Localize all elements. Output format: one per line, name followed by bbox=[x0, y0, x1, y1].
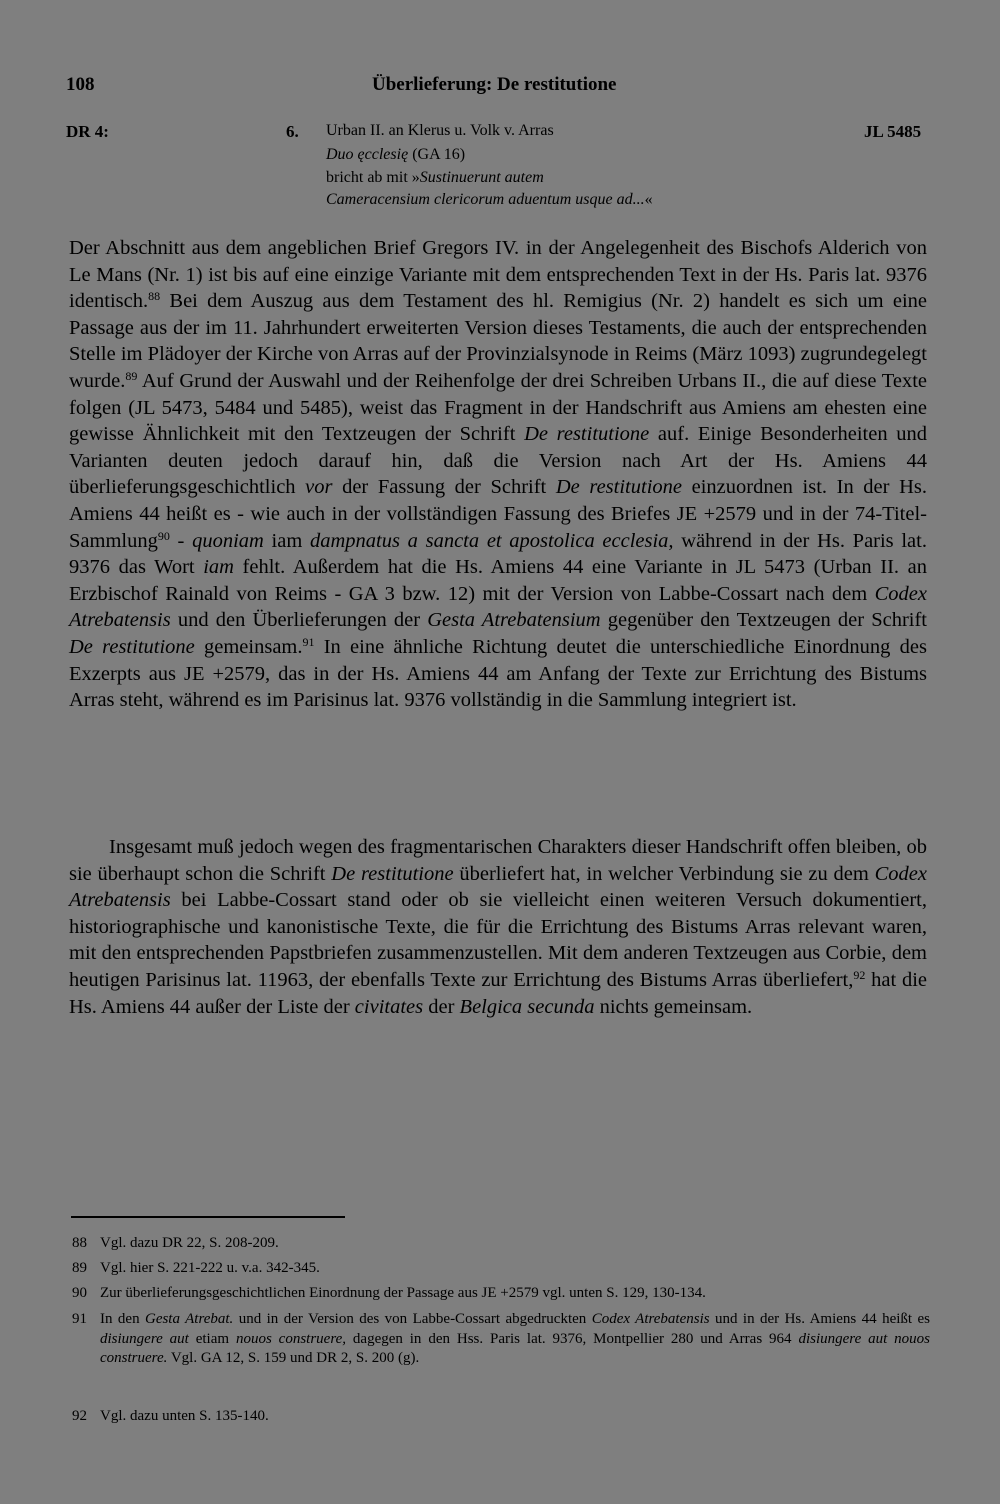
fn91-text: etiam bbox=[188, 1330, 236, 1347]
entry-line-3-prefix: bricht ab mit » bbox=[326, 169, 420, 186]
p1-text: fehlt. Außerdem hat die Hs. Amiens 44 eine Variante in JL 5473 (Urban II. an Erzbischof Rainald von Reims - GA 3 bzw. 12) mit der Version von Labbe-Cossart nach dem bbox=[69, 556, 927, 605]
footnote-number: 89 bbox=[72, 1260, 87, 1276]
entry-line-3-italic: Sustinuerunt autem bbox=[419, 169, 544, 186]
fn91-italic: Codex Atrebatensis bbox=[591, 1311, 710, 1327]
fn91-italic: nouos construere, bbox=[235, 1330, 347, 1347]
entry-line-4-italic: Cameracensium clericorum aduentum usque ad... bbox=[326, 191, 645, 208]
entry-incipit: Duo ęcclesię bbox=[326, 146, 409, 163]
p2-italic: Belgica secunda bbox=[459, 995, 595, 1018]
p2-italic: civitates bbox=[354, 995, 424, 1018]
entry-line-2 bbox=[326, 146, 465, 164]
footnote-88 bbox=[72, 1234, 930, 1254]
footnote-89 bbox=[72, 1259, 930, 1279]
entry-line-4 bbox=[326, 191, 653, 209]
fn91-italic: disiungere aut nouos construere. bbox=[100, 1330, 931, 1367]
p2-text: nichts gemeinsam. bbox=[594, 995, 753, 1018]
footnote-text: Vgl. hier S. 221-222 u. v.a. 342-345. bbox=[100, 1260, 320, 1276]
entry-line-3 bbox=[326, 169, 544, 187]
p1-text: In eine ähnliche Richtung deutet die unterschiedliche Einordnung des Exzerpts aus JE +2579, das in der Hs. Amiens 44 am Anfang der Texte zur Errichtung des Bistums Arras steht, während es im Parisinus lat. 9376 vollständig in die Sammlung integriert ist. bbox=[69, 635, 927, 712]
footnote-number: 90 bbox=[72, 1285, 87, 1301]
p1-text: auf. Einige Besonderheiten und Varianten deuten jedoch darauf hin, daß die Version nach Art der Hs. Amiens 44 überlieferungsgeschichtlich bbox=[69, 423, 928, 499]
footnote-text bbox=[100, 1310, 930, 1369]
p1-italic: Codex Atrebatensis bbox=[69, 582, 927, 632]
p1-italic: De restitutione bbox=[69, 635, 195, 658]
entry-line-1: Urban II. an Klerus u. Volk v. Arras bbox=[326, 122, 554, 139]
footnote-91 bbox=[72, 1310, 930, 1369]
p2-text: überliefert hat, in welcher Verbindung sie zu dem bbox=[453, 862, 875, 885]
p2-italic: Codex Atrebatensis bbox=[69, 862, 927, 912]
running-title: Überlieferung: De restitutione bbox=[372, 74, 617, 95]
p1-text: iam bbox=[263, 529, 310, 552]
fn91-text: und in der Version des von Labbe-Cossart abgedruckten bbox=[233, 1311, 592, 1327]
fn91-text: In den bbox=[100, 1311, 145, 1327]
footnote-divider bbox=[71, 1216, 345, 1218]
page-number: 108 bbox=[66, 74, 95, 95]
footnote-number: 88 bbox=[72, 1235, 87, 1251]
p1-text: Auf Grund der Auswahl und der Reihenfolge der drei Schreiben Urbans II., die auf diese Texte folgen (JL 5473, 5484 und 5485), weist das Fragment in der Handschrift aus Amiens am ehesten eine gewisse Ähnlichkeit mit den Textzeugen der Schrift bbox=[69, 369, 927, 446]
footnote-ref-92[interactable]: 92 bbox=[853, 967, 866, 982]
p1-text: gegenüber den Textzeugen der Schrift bbox=[600, 609, 927, 632]
entry-reference: JL 5485 bbox=[864, 122, 922, 141]
footnote-90 bbox=[72, 1284, 930, 1304]
paragraph-1 bbox=[69, 235, 927, 714]
fn91-text: dagegen in den Hss. Paris lat. 9376, Montpellier 280 und Arras 964 bbox=[346, 1330, 799, 1347]
p2-text: Insgesamt muß jedoch wegen des fragmentarischen Charakters dieser Handschrift offen bleiben, ob sie überhaupt schon die Schrift bbox=[69, 836, 927, 885]
p1-italic: dampnatus a sancta et apostolica ecclesia, bbox=[309, 529, 674, 552]
footnote-ref-88[interactable]: 88 bbox=[148, 289, 161, 304]
entry-label: DR 4: bbox=[66, 122, 109, 141]
p1-italic: De restitutione bbox=[524, 423, 650, 446]
footnote-number: 91 bbox=[72, 1311, 87, 1327]
footnote-ref-89[interactable]: 89 bbox=[125, 368, 138, 383]
p1-italic: Gesta Atrebatensium bbox=[427, 609, 601, 632]
p1-text: während in der Hs. Paris lat. 9376 das Wort bbox=[69, 529, 927, 579]
footnote-ref-91[interactable]: 91 bbox=[302, 634, 315, 649]
p1-text: und den Überlieferungen der bbox=[170, 609, 428, 632]
footnote-text: Vgl. dazu DR 22, S. 208-209. bbox=[100, 1235, 279, 1251]
entry-number: 6. bbox=[286, 122, 299, 141]
p1-italic: iam bbox=[203, 556, 234, 579]
p2-text: bei Labbe-Cossart stand oder ob sie vielleicht einen weiteren Versuch dokumentiert, historiographische und kanonistische Texte, die für die Errichtung des Bistums Arras relevant waren, mit den entsprechenden Papstbriefen zusammenzustellen. Mit dem anderen Textzeugen aus Corbie, dem heutigen Parisinus lat. 11963, der ebenfalls Texte zur Errichtung des Bistums Arras überliefert, bbox=[69, 889, 927, 991]
fn91-text: und in der Hs. Amiens 44 heißt es bbox=[709, 1311, 930, 1327]
fn91-italic: Gesta Atrebat. bbox=[144, 1311, 234, 1327]
p1-text: - bbox=[169, 529, 193, 552]
footnote-text: Zur überlieferungsgeschichtlichen Einordnung der Passage aus JE +2579 vgl. unten S. 129, 130-134. bbox=[100, 1285, 706, 1301]
footnote-ref-90[interactable]: 90 bbox=[157, 528, 170, 543]
entry-line-4-end: « bbox=[644, 191, 653, 208]
p1-italic: quoniam bbox=[192, 529, 264, 552]
p1-text: gemeinsam. bbox=[194, 635, 303, 658]
footnote-92 bbox=[72, 1407, 930, 1427]
p2-italic: De restitutione bbox=[331, 862, 454, 885]
footnote-text: Vgl. dazu unten S. 135-140. bbox=[100, 1408, 269, 1424]
p1-text: einzuordnen ist. In der Hs. Amiens 44 heißt es - wie auch in der vollständigen Fassung des Briefes JE +2579 und in der 74-Titel-Sammlung bbox=[69, 476, 927, 552]
p1-italic: De restitutione bbox=[555, 476, 682, 499]
p1-text: der Fassung der Schrift bbox=[332, 476, 556, 499]
footnote-number: 92 bbox=[72, 1408, 87, 1424]
entry-line-2-rest: (GA 16) bbox=[408, 146, 466, 163]
paragraph-2 bbox=[69, 834, 927, 1020]
p2-text: hat die Hs. Amiens 44 außer der Liste der bbox=[69, 968, 927, 1018]
p2-text: der bbox=[423, 995, 460, 1018]
p1-text: Der Abschnitt aus dem angeblichen Brief Gregors IV. in der Angelegenheit des Bischofs Alderich von Le Mans (Nr. 1) ist bis auf eine einzige Variante mit dem entsprechenden Text in der Hs. Paris lat. 9376 identisch. bbox=[69, 237, 927, 313]
p1-italic: vor bbox=[305, 476, 333, 499]
fn91-italic: disiungere aut bbox=[100, 1330, 189, 1347]
p1-text: Bei dem Auszug aus dem Testament des hl. Remigius (Nr. 2) handelt es sich um eine Passage aus der im 11. Jahrhundert erweiterten Version dieses Testaments, die auch der entsprechenden Stelle im Plädoyer der Kirche von Arras auf der Provinzialsynode in Reims (März 1093) zugrundegelegt wurde. bbox=[69, 290, 927, 392]
fn91-text: Vgl. GA 12, S. 159 und DR 2, S. 200 (g). bbox=[167, 1350, 420, 1367]
